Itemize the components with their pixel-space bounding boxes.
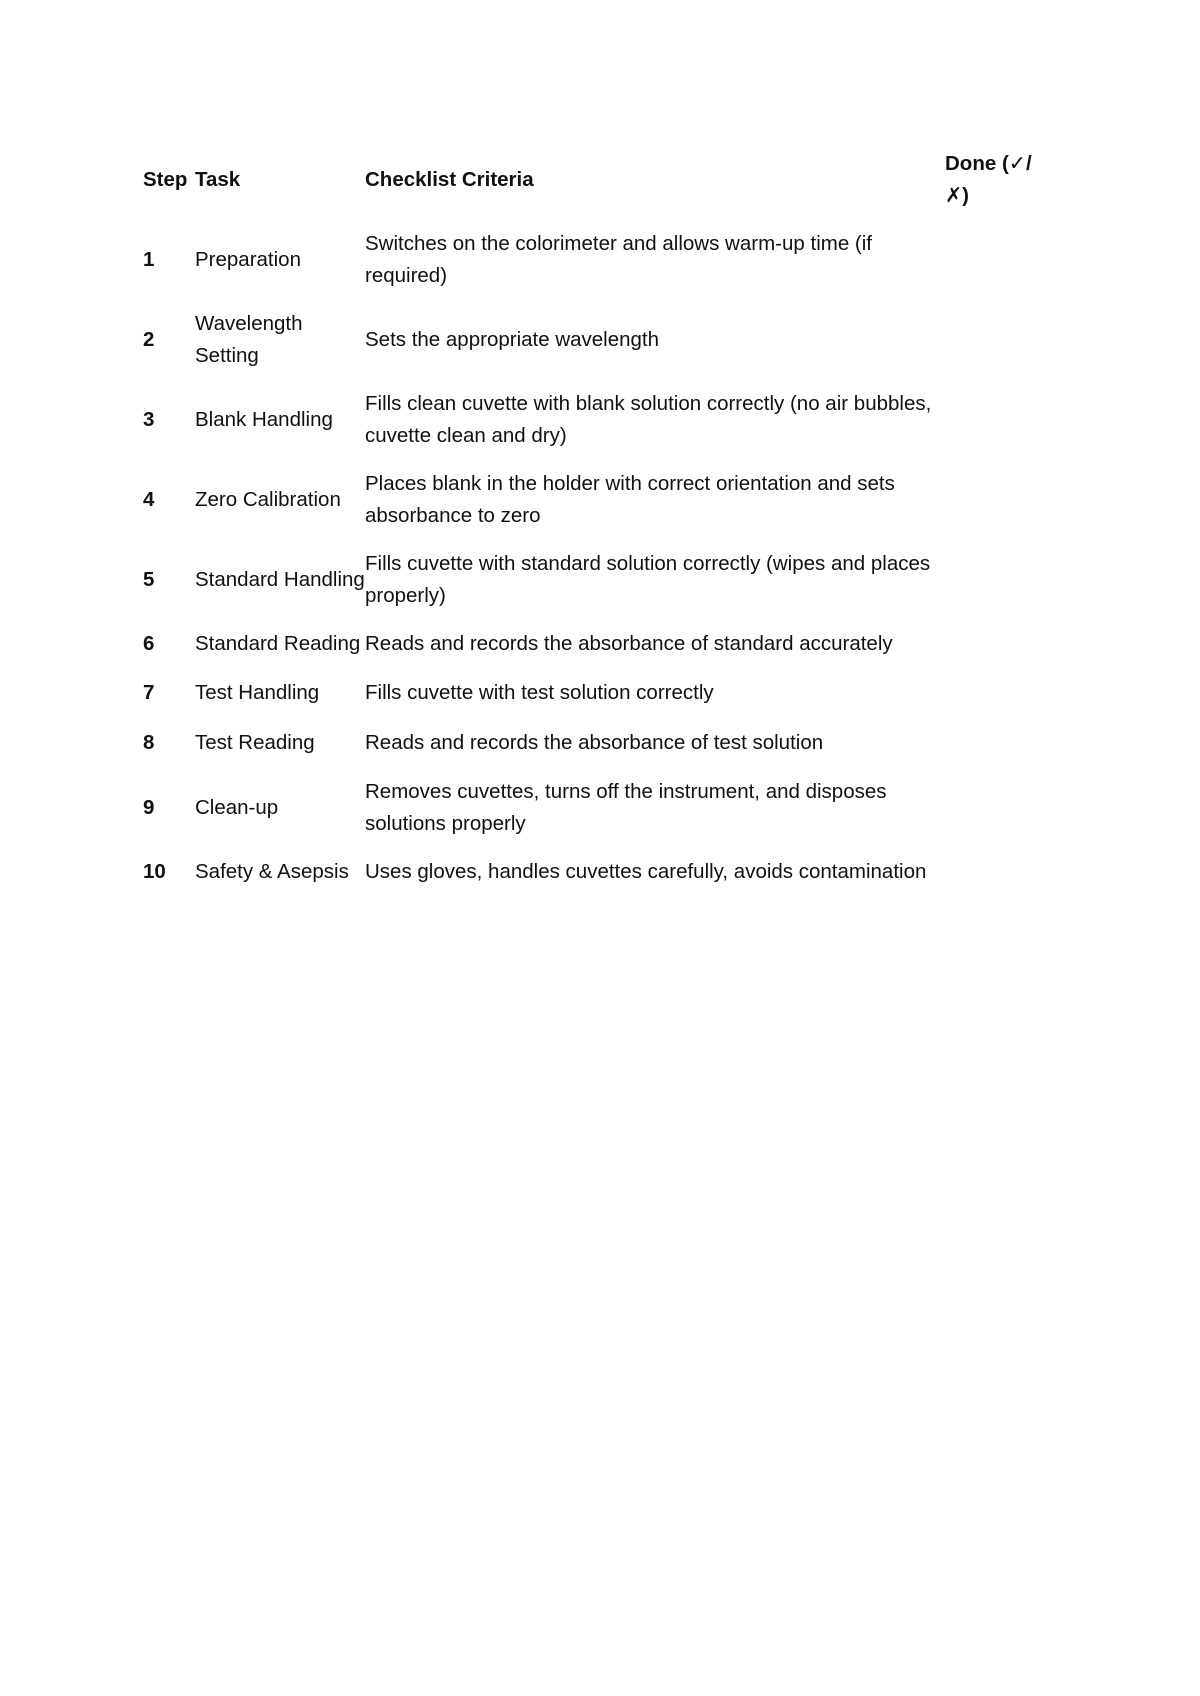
table-row [143, 620, 1043, 668]
task-name: Standard Handling [195, 568, 365, 591]
step-number: 3 [143, 408, 155, 431]
table-row [143, 220, 1043, 300]
table-row [143, 718, 1043, 768]
table-row [143, 460, 1043, 540]
table-row [143, 540, 1043, 620]
done-cell[interactable] [945, 718, 1043, 768]
table-row [143, 300, 1043, 380]
criteria-text: Switches on the colorimeter and allows warm-up time (if required) [365, 232, 872, 287]
step-number: 5 [143, 568, 155, 591]
table-row [143, 768, 1043, 848]
table-row [143, 668, 1043, 718]
header-task: Task [195, 168, 241, 191]
table-row [143, 848, 1043, 896]
criteria-text: Fills clean cuvette with blank solution correctly (no air bubbles, cuvette clean and dry) [365, 392, 932, 447]
step-number: 1 [143, 248, 155, 271]
task-name: Test Reading [195, 731, 315, 754]
task-name: Safety & Asepsis [195, 860, 349, 883]
header-done: Done (✓/✗) [945, 152, 1032, 207]
criteria-text: Sets the appropriate wavelength [365, 328, 660, 351]
step-number: 2 [143, 328, 155, 351]
task-name: Zero Calibration [195, 488, 341, 511]
criteria-text: Reads and records the absorbance of standard accurately [365, 632, 893, 655]
done-cell[interactable] [945, 668, 1043, 718]
step-number: 10 [143, 860, 166, 883]
criteria-text: Fills cuvette with test solution correctly [365, 681, 714, 704]
done-cell[interactable] [945, 460, 1043, 540]
task-name: Preparation [195, 248, 301, 271]
task-name: Wavelength Setting [195, 312, 303, 367]
criteria-text: Uses gloves, handles cuvettes carefully, avoids contamination [365, 860, 927, 883]
criteria-text: Places blank in the holder with correct orientation and sets absorbance to zero [365, 472, 895, 527]
step-number: 6 [143, 632, 155, 655]
done-cell[interactable] [945, 380, 1043, 460]
criteria-text: Fills cuvette with standard solution correctly (wipes and places properly) [365, 552, 931, 607]
done-cell[interactable] [945, 220, 1043, 300]
checklist-table [143, 140, 1043, 896]
task-name: Blank Handling [195, 408, 333, 431]
task-name: Clean-up [195, 796, 279, 819]
done-cell[interactable] [945, 540, 1043, 620]
done-cell[interactable] [945, 300, 1043, 380]
criteria-text: Reads and records the absorbance of test solution [365, 731, 824, 754]
task-name: Standard Reading [195, 632, 361, 655]
step-number: 4 [143, 488, 155, 511]
header-step: Step [143, 168, 188, 191]
done-cell[interactable] [945, 768, 1043, 848]
step-number: 9 [143, 796, 155, 819]
task-name: Test Handling [195, 681, 320, 704]
step-number: 8 [143, 731, 155, 754]
header-criteria: Checklist Criteria [365, 168, 534, 191]
done-cell[interactable] [945, 848, 1043, 896]
step-number: 7 [143, 681, 155, 704]
done-cell[interactable] [945, 620, 1043, 668]
criteria-text: Removes cuvettes, turns off the instrument, and disposes solutions properly [365, 780, 887, 835]
table-header-row [143, 140, 1043, 220]
table-row [143, 380, 1043, 460]
